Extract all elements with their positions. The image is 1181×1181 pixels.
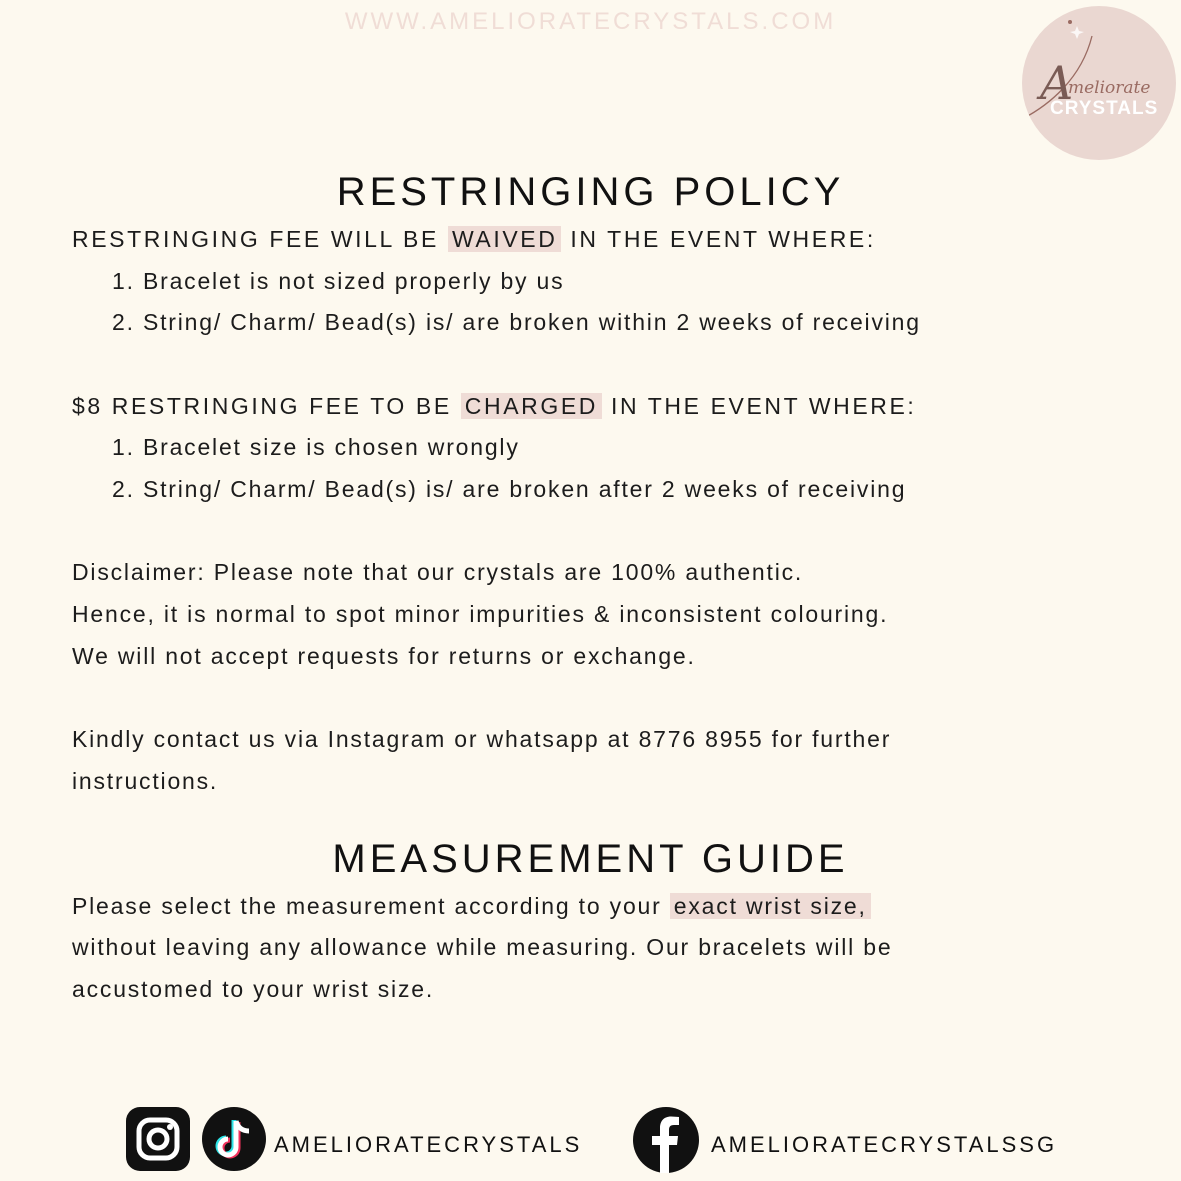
charged-heading xyxy=(72,393,916,420)
logo-script: meliorate xyxy=(1068,78,1151,98)
website-url: WWW.AMELIORATECRYSTALS.COM xyxy=(344,8,837,35)
measurement-guide-title: MEASUREMENT GUIDE xyxy=(332,837,849,881)
facebook-handle[interactable]: AMELIORATECRYSTALSSG xyxy=(711,1132,1058,1157)
contact-line-1: Kindly contact us via Instagram or whatsapp at 8776 8955 for further xyxy=(72,726,892,752)
tiktok-icon[interactable] xyxy=(202,1107,266,1176)
waived-prefix: RESTRINGING FEE WILL BE xyxy=(72,226,448,252)
logo-brand: CRYSTALS xyxy=(1050,98,1159,119)
charged-suffix: IN THE EVENT WHERE: xyxy=(602,393,917,419)
charged-prefix: $8 RESTRINGING FEE TO BE xyxy=(72,393,461,419)
disclaimer-line-1: Disclaimer: Please note that our crystals are 100% authentic. xyxy=(72,559,804,585)
logo-initial: A xyxy=(1040,56,1074,110)
brand-logo xyxy=(1022,6,1176,160)
instagram-icon[interactable] xyxy=(126,1107,190,1176)
charged-item-2: 2. String/ Charm/ Bead(s) is/ are broken after 2 weeks of receiving xyxy=(112,476,907,502)
facebook-icon[interactable] xyxy=(633,1107,699,1178)
disclaimer-line-2: Hence, it is normal to spot minor impurities & inconsistent colouring. xyxy=(72,601,889,627)
waived-suffix: IN THE EVENT WHERE: xyxy=(561,226,876,252)
charged-item-1: 1. Bracelet size is chosen wrongly xyxy=(112,434,520,460)
instagram-tiktok-handle[interactable]: AMELIORATECRYSTALS xyxy=(274,1132,583,1157)
charged-highlight: CHARGED xyxy=(461,393,602,419)
measurement-line-2: without leaving any allowance while measuring. Our bracelets will be xyxy=(72,934,893,960)
measurement-highlight: exact wrist size, xyxy=(670,893,871,919)
social-links xyxy=(0,1106,1181,1172)
disclaimer-line-3: We will not accept requests for returns or exchange. xyxy=(72,643,696,669)
waived-highlight: WAIVED xyxy=(448,226,561,252)
measurement-line-1-prefix: Please select the measurement according to your xyxy=(72,893,670,919)
waived-item-2: 2. String/ Charm/ Bead(s) is/ are broken within 2 weeks of receiving xyxy=(112,309,921,335)
waived-heading xyxy=(72,226,876,253)
waived-item-1: 1. Bracelet is not sized properly by us xyxy=(112,268,565,294)
measurement-line-3: accustomed to your wrist size. xyxy=(72,976,435,1002)
contact-line-2: instructions. xyxy=(72,768,219,794)
measurement-line-1 xyxy=(72,893,871,920)
restringing-policy-title: RESTRINGING POLICY xyxy=(336,170,845,214)
